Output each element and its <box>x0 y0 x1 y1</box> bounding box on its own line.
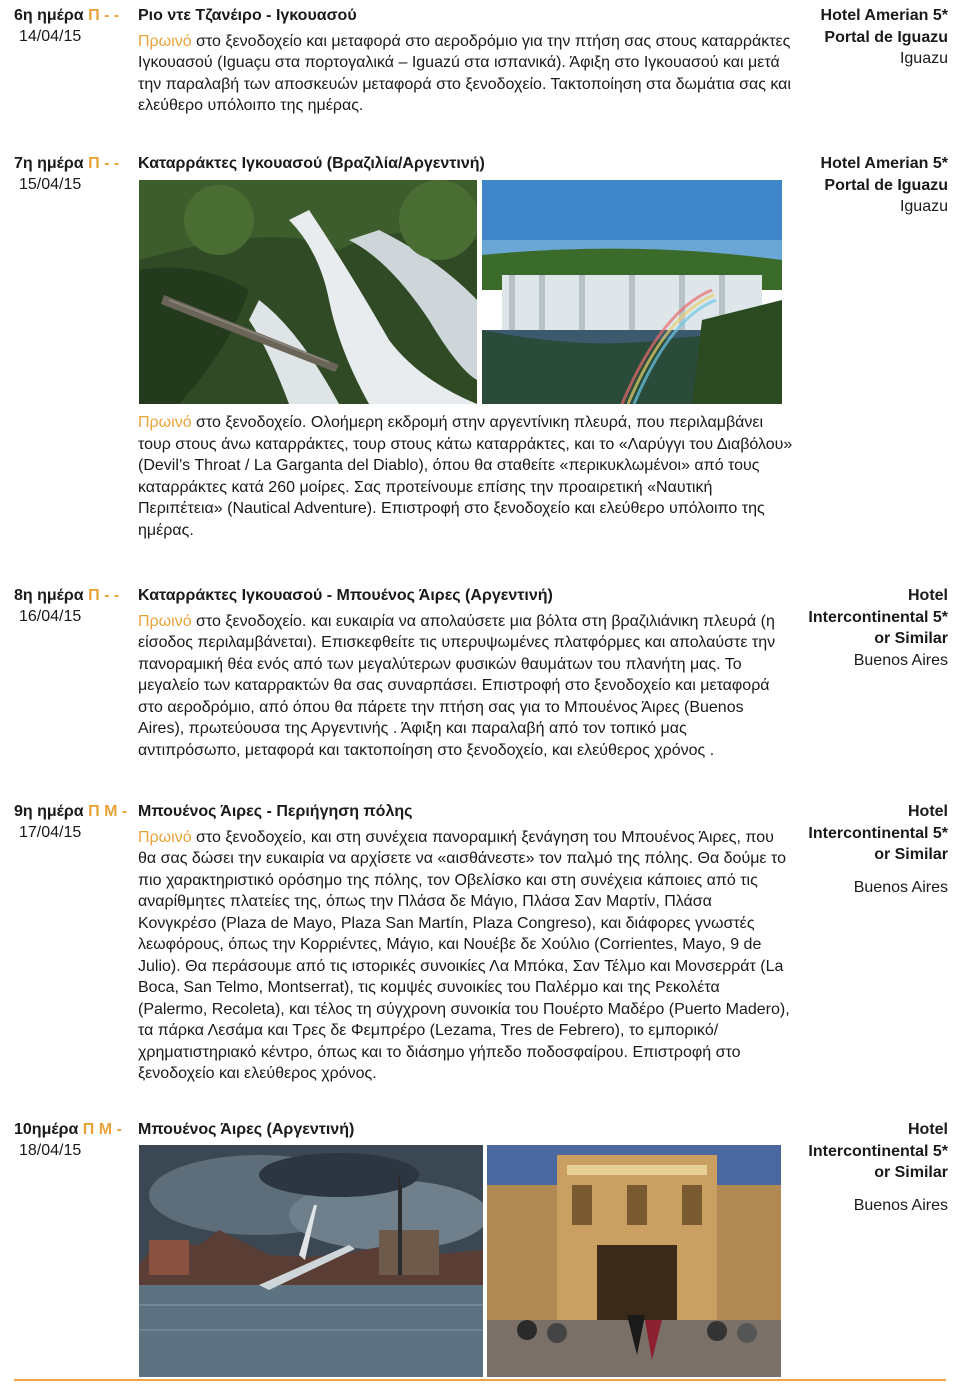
day-title: Καταρράκτες Ιγκουασού - Μπουένος Άιρες (Αργεντινή) <box>138 587 553 604</box>
hotel-city: Iguazu <box>899 50 948 67</box>
hotel-name: Hotel Intercontinental 5* or Similar <box>808 587 948 647</box>
day-8-hotel <box>798 585 948 671</box>
hotel-name: Hotel Intercontinental 5* or Similar <box>808 803 948 863</box>
day-date: 15/04/15 <box>19 176 82 193</box>
day-10-label-block <box>14 1119 132 1161</box>
day-6-hotel <box>788 5 948 70</box>
day-label: 6η ημέρα Π - - <box>14 7 120 24</box>
hotel-name: Hotel Intercontinental 5* or Similar <box>808 1121 948 1181</box>
hotel-name: Hotel Amerian 5* Portal de Iguazu <box>820 7 948 46</box>
day-date: 18/04/15 <box>19 1142 82 1159</box>
day-9-label-block <box>14 801 132 843</box>
day-description: Πρωινό στο ξενοδοχείο, και στη συνέχεια πανοραμική ξενάγηση του Μπουένος Άιρες, που θα σας δώσει την ευκαιρία να αρχίσετε να «αισθάνεστε» τον παλμό της πόλης. Θα δούμε το πιο χαρακτηριστικό ορόσημο της πόλης, τον Οβελίσκο και στη συνέχεια κάποιες από τις αναρίθμητες πλατείες της, όπως την Πλάσα δε Μάγιο, Πλάσα Σαν Μαρτίν, Πλάσα Κονγκρέσο (Plaza de Mayo, Plaza San Martín, Plaza Congreso), και διάφορες γνωστές λεωφόρους, όπως την Κορριέντες, Μάγιο, και Νουέβε δε Χούλιο (Corrientes, Mayo, 9 de Julio). Θα περάσουμε από τις ιστορικές συνοικίες Λα Μπόκα, Σαν Τέλμο και Μονσερράτ (La Boca, San Telmo, Montserrat), τις κομψές συνοικίες του Παλέρμο και της Ρεκολέτα (Palermo, Recoleta), και τέλος τη σύγχρονη συνοικία του Πουέρτο Μαδέρο (Puerto Madero), τα πάρκα Λεσάμα και Τρες δε Φεμπρέρο (Lezama, Tres de Febrero), το εμπορικό/χρηματιστηριακό κέντρο, όπως και το διάσημο γήπεδο ποδοσφαίρου. Επιστροφή στο ξενοδοχείο και ελεύθερος χρόνος. <box>138 828 790 1082</box>
day-7-content <box>138 412 793 541</box>
day-date: 14/04/15 <box>19 28 82 45</box>
day-label: 9η ημέρα Π Μ - <box>14 803 128 820</box>
hotel-city: Iguazu <box>899 198 948 215</box>
day-date: 16/04/15 <box>19 608 82 625</box>
day-date: 17/04/15 <box>19 824 82 841</box>
day-title: Μπουένος Άιρες (Αργεντινή) <box>138 1121 355 1138</box>
day-6-label-block <box>14 5 132 47</box>
breakfast-label: Πρωινό <box>138 32 192 50</box>
day-title: Ριο ντε Τζανέιρο - Ιγκουασού <box>138 7 357 24</box>
hotel-city: Buenos Aires <box>853 651 948 669</box>
day-9-hotel <box>798 801 948 898</box>
day-description: Πρωινό στο ξενοδοχείο και μεταφορά στο αεροδρόμιο για την πτήση σας στους καταρράκτες Ιγκουασού (Iguaçu στα πορτογαλικά – Iguazú στα ισπανικά). Άφιξη στο Ιγκουασού και μετά την παραλαβή των αποσκευών μεταφορά στο ξενοδοχείο. Τακτοποίηση στα δωμάτια σας και ελεύθερο υπόλοιπο της ημέρας. <box>138 32 791 114</box>
day-description: Πρωινό στο ξενοδοχείο. και ευκαιρία να απολαύσετε μια βόλτα στη βραζιλιάνικη πλευρά (η είσοδος περιλαμβάνεται). Επισκεφθείτε τις υπερυψωμένες πλατφόρμες και απολαύστε την πανοραμική θέα ενός από των μεγαλύτερων φυσικών θαυμάτων του πλανήτη μας. Το μεγαλείο των καταρρακτών θα σας συναρπάσει. Επιστροφή στο ξενοδοχείο και μεταφορά στο αεροδρόμιο, από όπου θα πάρετε την πτήση σας για το Μπουένος Άιρες (Buenos Aires), πρωτεύουσα της Αργεντινής . Άφιξη και παραλαβή από τον τοπικό μας αντιπρόσωπο, μεταφορά και τακτοποίηση στο ξενοδοχείο, και ελεύθερος χρόνος . <box>138 612 776 759</box>
day-label: 7η ημέρα Π - - <box>14 155 120 172</box>
day-8-content <box>138 585 793 761</box>
meal-code: Π Μ - <box>82 1121 122 1138</box>
day-label: 8η ημέρα Π - - <box>14 587 120 604</box>
puerto-madero-photo <box>139 1145 483 1377</box>
day-label: 10ημέρα Π Μ - <box>14 1121 122 1138</box>
meal-code: Π - - <box>88 587 120 604</box>
breakfast-label: Πρωινό <box>138 828 192 846</box>
day-9-content <box>138 801 793 1085</box>
hotel-city: Buenos Aires <box>853 878 948 896</box>
iguazu-walkway-photo <box>139 180 477 404</box>
tango-street-photo <box>487 1145 781 1377</box>
meal-code: Π Μ - <box>88 803 128 820</box>
breakfast-label: Πρωινό <box>138 612 192 630</box>
hotel-name: Hotel Amerian 5* Portal de Iguazu <box>820 155 948 194</box>
footer-divider <box>14 1379 946 1381</box>
day-8-label-block <box>14 585 132 627</box>
iguazu-rainbow-photo <box>482 180 782 404</box>
day-7-label-block <box>14 153 132 195</box>
day-title: Καταρράκτες Ιγκουασού (Βραζιλία/Αργεντινή) <box>138 155 485 172</box>
breakfast-label: Πρωινό <box>138 414 192 431</box>
day-7-title-block <box>138 153 793 179</box>
day-10-hotel <box>798 1119 948 1216</box>
day-description: Πρωινό στο ξενοδοχείο. Ολοήμερη εκδρομή στην αργεντίνικη πλευρά, που περιλαμβάνει τουρ στους άνω καταρράκτες, τουρ στους κάτω καταρράκτες, και το «Λαρύγγι του Διαβόλου» (Devil’s Throat / La Garganta del Diablo), όπου θα σταθείτε «περικυκλωμένοι» από τους καταρράκτες κατά 260 μοίρες. Σας προτείνουμε επίσης την προαιρετική «Ναυτική Περιπέτεια» (Nautical Adventure). Επιστροφή στο ξενοδοχείο και ελεύθερο υπόλοιπο της ημέρας. <box>138 414 793 539</box>
day-6-content <box>138 5 793 117</box>
day-title: Μπουένος Άιρες - Περιήγηση πόλης <box>138 803 413 820</box>
day-7-hotel <box>788 153 948 218</box>
meal-code: Π - - <box>88 155 120 172</box>
hotel-city: Buenos Aires <box>853 1196 948 1214</box>
meal-code: Π - - <box>88 7 120 24</box>
day-10-title-block <box>138 1119 793 1145</box>
